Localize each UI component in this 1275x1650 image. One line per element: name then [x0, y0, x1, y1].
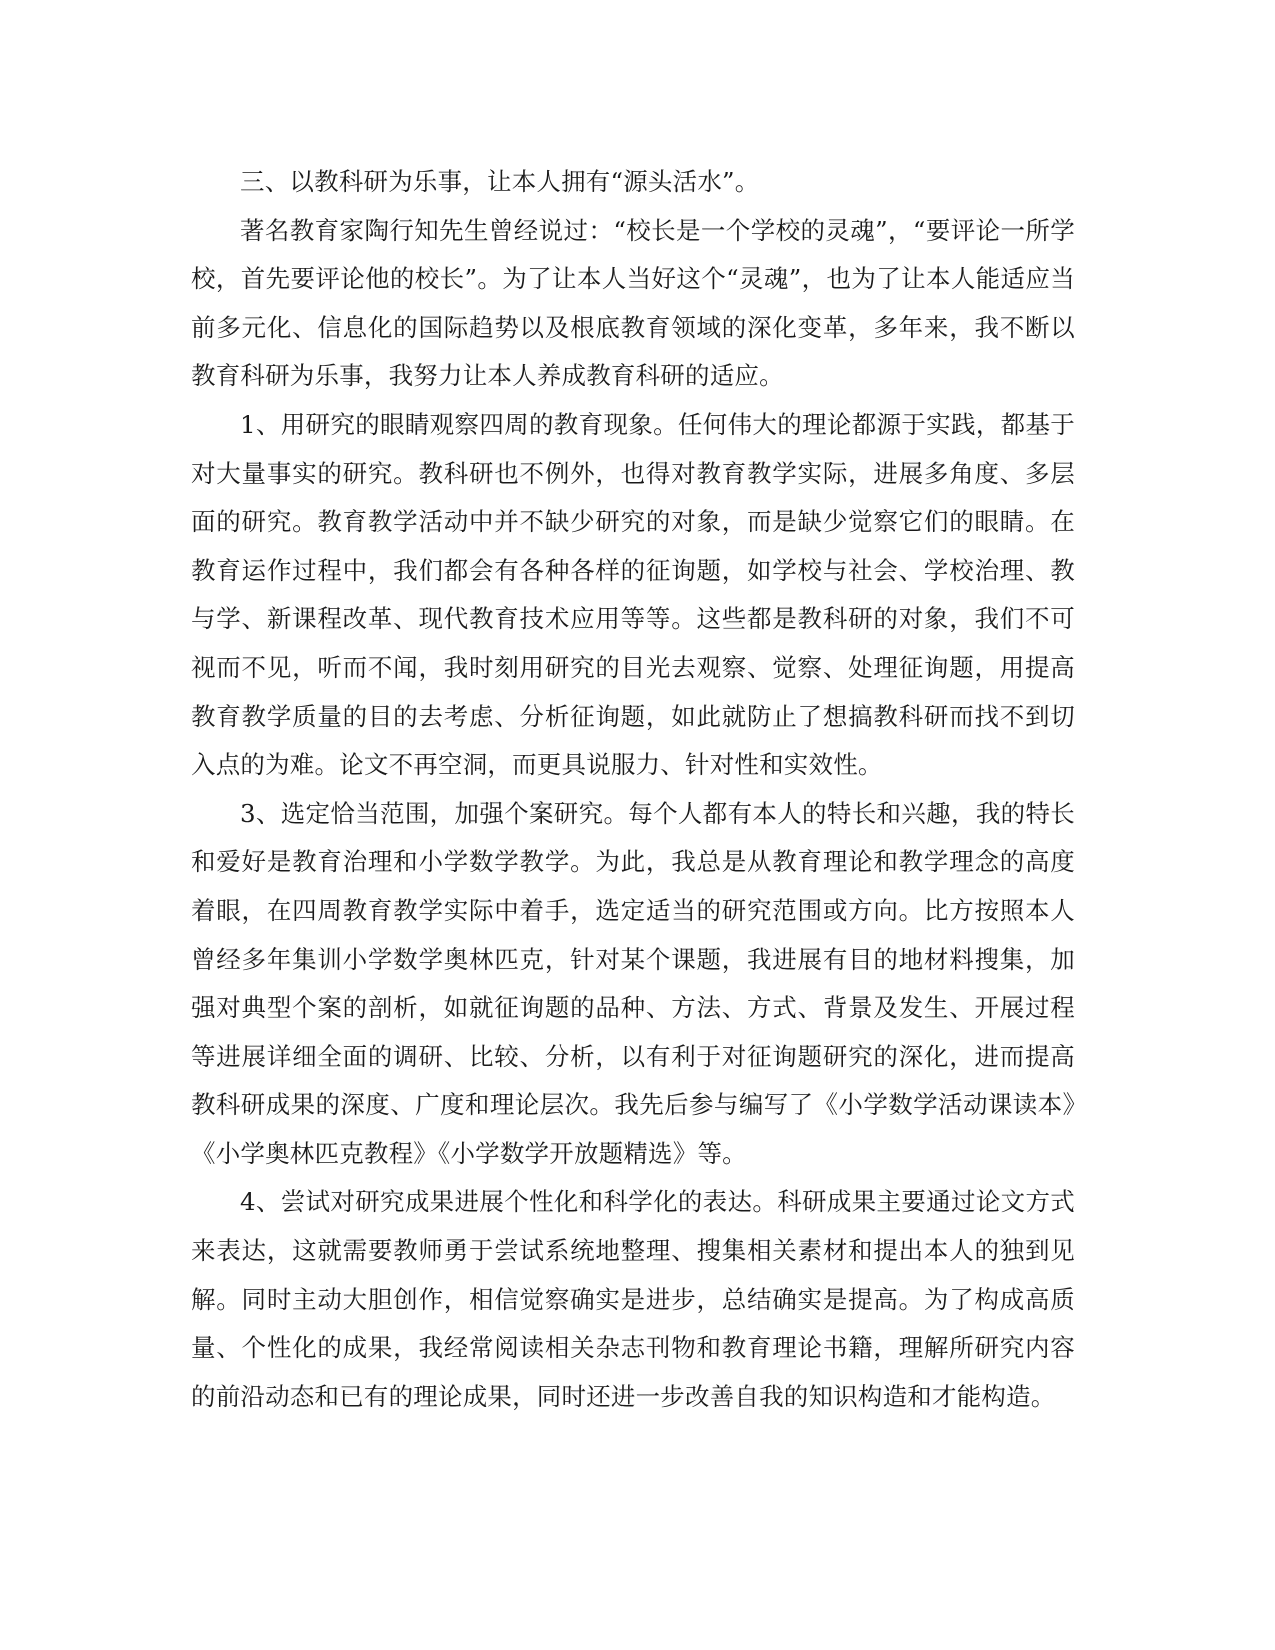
paragraph-point-1: 1、用研究的眼睛观察四周的教育现象。任何伟大的理论都源于实践，都基于对大量事实的研究。教科研也不例外，也得对教育教学实际，进展多角度、多层面的研究。教育教学活动中并不缺少研究的对象，而是缺少觉察它们的眼睛。在教育运作过程中，我们都会有各种各样的征询题，如学校与社会、学校治理、教与学、新课程改革、现代教育技术应用等等。这些都是教科研的对象，我们不可视而不见，听而不闻，我时刻用研究的目光去观察、觉察、处理征询题，用提高教育教学质量的目的去考虑、分析征询题，如此就防止了想搞教科研而找不到切入点的为难。论文不再空洞，而更具说服力、针对性和实效性。 — [191, 409, 1075, 780]
document-body — [191, 158, 1075, 1421]
section-heading: 三、以教科研为乐事，让本人拥有“源头活水”。 — [240, 167, 760, 196]
paragraph-point-3: 3、选定恰当范围，加强个案研究。每个人都有本人的特长和兴趣，我的特长和爱好是教育治理和小学数学教学。为此，我总是从教育理论和教学理念的高度着眼，在四周教育教学实际中着手，选定适当的研究范围或方向。比方按照本人曾经多年集训小学数学奥林匹克，针对某个课题，我进展有目的地材料搜集，加强对典型个案的剖析，如就征询题的品种、方法、方式、背景及发生、开展过程等进展详细全面的调研、比较、分析，以有利于对征询题研究的深化，进而提高教科研成果的深度、广度和理论层次。我先后参与编写了《小学数学活动课读本》《小学奥林匹克教程》《小学数学开放题精选》等。 — [191, 798, 1075, 1168]
paragraph-intro: 著名教育家陶行知先生曾经说过：“校长是一个学校的灵魂”，“要评论一所学校，首先要评论他的校长”。为了让本人当好这个“灵魂”，也为了让本人能适应当前多元化、信息化的国际趋势以及根底教育领域的深化变革，多年来，我不断以教育科研为乐事，我努力让本人养成教育科研的适应。 — [191, 215, 1075, 391]
paragraph-point-4: 4、尝试对研究成果进展个性化和科学化的表达。科研成果主要通过论文方式来表达，这就需要教师勇于尝试系统地整理、搜集相关素材和提出本人的独到见解。同时主动大胆创作，相信觉察确实是进步，总结确实是提高。为了构成高质量、个性化的成果，我经常阅读相关杂志刊物和教育理论书籍，理解所研究内容的前沿动态和已有的理论成果，同时还进一步改善自我的知识构造和才能构造。 — [191, 1187, 1075, 1411]
